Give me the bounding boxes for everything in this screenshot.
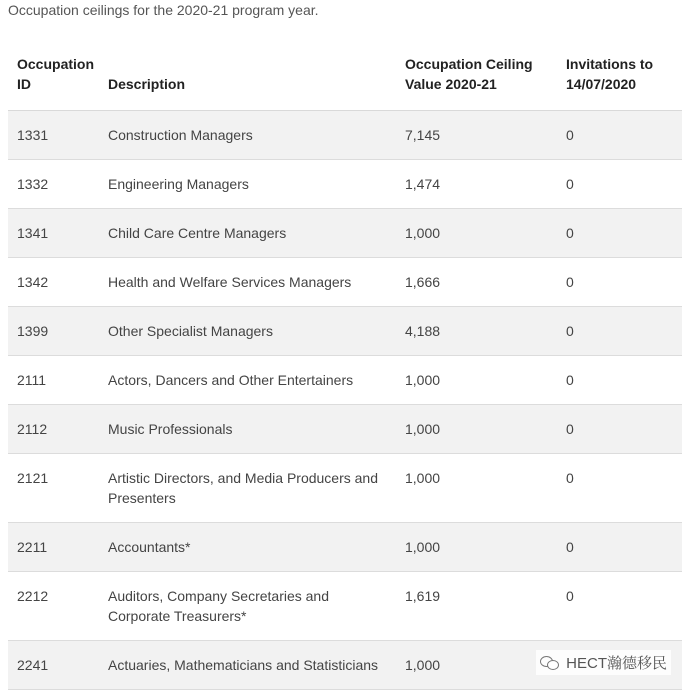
table-row (8, 209, 682, 258)
cell-occupation-id: 2111 (8, 356, 99, 405)
table-row (8, 523, 682, 572)
cell-invitations: 0 (557, 209, 682, 258)
table-header-row (8, 40, 682, 111)
cell-ceiling: 1,619 (396, 572, 557, 641)
cell-invitations: 0 (557, 356, 682, 405)
cell-ceiling: 7,145 (396, 111, 557, 160)
cell-invitations: 0 (557, 111, 682, 160)
cell-occupation-id: 1331 (8, 111, 99, 160)
table-row (8, 111, 682, 160)
cell-description: Other Specialist Managers (99, 307, 396, 356)
cell-invitations: 0 (557, 523, 682, 572)
cell-invitations: 0 (557, 572, 682, 641)
cell-invitations: 0 (557, 405, 682, 454)
header-invitations-line1: Invitations to (566, 56, 654, 72)
cell-occupation-id: 1342 (8, 258, 99, 307)
cell-description: Artistic Directors, and Media Producers and Presenters (99, 454, 396, 523)
cell-ceiling: 1,000 (396, 523, 557, 572)
occupation-ceilings-table (8, 40, 682, 690)
cell-invitations: 0 (557, 160, 682, 209)
table-caption: Occupation ceilings for the 2020-21 program year. (8, 2, 319, 18)
cell-description: Health and Welfare Services Managers (99, 258, 396, 307)
cell-description: Construction Managers (99, 111, 396, 160)
cell-occupation-id: 2112 (8, 405, 99, 454)
header-occupation-id (8, 40, 99, 111)
cell-ceiling: 1,000 (396, 356, 557, 405)
table-row (8, 258, 682, 307)
cell-ceiling: 1,666 (396, 258, 557, 307)
table-row (8, 454, 682, 523)
table-row (8, 572, 682, 641)
cell-ceiling: 1,000 (396, 454, 557, 523)
cell-occupation-id: 2212 (8, 572, 99, 641)
cell-occupation-id: 2211 (8, 523, 99, 572)
header-occupation-id-line2: ID (17, 76, 31, 92)
cell-ceiling: 1,000 (396, 641, 557, 690)
header-ceiling-value (396, 40, 557, 111)
cell-description: Music Professionals (99, 405, 396, 454)
cell-description: Actuaries, Mathematicians and Statisticians (99, 641, 396, 690)
cell-description: Accountants* (99, 523, 396, 572)
header-occupation-id-line1: Occupation (17, 56, 95, 72)
cell-description: Engineering Managers (99, 160, 396, 209)
header-invitations (557, 40, 682, 111)
table-row (8, 160, 682, 209)
cell-invitations: 0 (557, 307, 682, 356)
table-row (8, 405, 682, 454)
cell-occupation-id: 1399 (8, 307, 99, 356)
cell-description: Child Care Centre Managers (99, 209, 396, 258)
cell-description: Actors, Dancers and Other Entertainers (99, 356, 396, 405)
cell-ceiling: 1,474 (396, 160, 557, 209)
cell-description: Auditors, Company Secretaries and Corporate Treasurers* (99, 572, 396, 641)
header-description: Description (99, 40, 396, 111)
cell-occupation-id: 2121 (8, 454, 99, 523)
cell-invitations: 0 (557, 454, 682, 523)
cell-ceiling: 4,188 (396, 307, 557, 356)
cell-occupation-id: 1332 (8, 160, 99, 209)
header-ceiling-line2: Value 2020-21 (405, 76, 497, 92)
watermark (536, 650, 671, 675)
watermark-text: HECT瀚德移民 (566, 655, 667, 672)
header-invitations-line2: 14/07/2020 (566, 76, 637, 92)
table-row (8, 356, 682, 405)
cell-occupation-id: 2241 (8, 641, 99, 690)
wechat-icon (540, 655, 560, 671)
header-ceiling-line1: Occupation Ceiling (405, 56, 533, 72)
cell-ceiling: 1,000 (396, 209, 557, 258)
cell-ceiling: 1,000 (396, 405, 557, 454)
table-row (8, 307, 682, 356)
cell-occupation-id: 1341 (8, 209, 99, 258)
cell-invitations: 0 (557, 258, 682, 307)
